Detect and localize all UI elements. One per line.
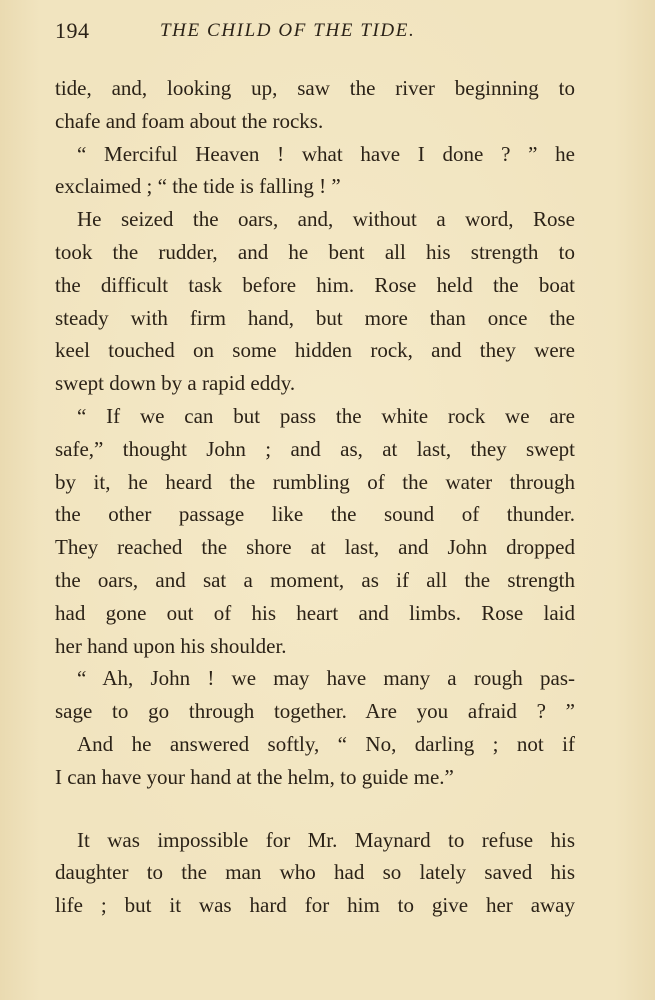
text-line: And he answered softly, “ No, darling ; not if bbox=[77, 731, 575, 756]
text-line: chafe and foam about the rocks. bbox=[55, 108, 324, 133]
text-line: had gone out of his heart and limbs. Rose laid bbox=[55, 600, 575, 625]
text-line: life ; but it was hard for him to give her away bbox=[55, 893, 575, 918]
text-line: swept down by a rapid eddy. bbox=[55, 371, 296, 396]
text-line: keel touched on some hidden rock, and they were bbox=[55, 338, 575, 363]
text-line: tide, and, looking up, saw the river beginning to bbox=[55, 76, 575, 100]
running-title: THE CHILD OF THE TIDE. bbox=[160, 20, 416, 41]
text-line: daughter to the man who had so lately saved his bbox=[55, 860, 575, 885]
section-break bbox=[55, 794, 575, 824]
text-line: He seized the oars, and, without a word, Rose bbox=[77, 207, 575, 232]
text-line: the other passage like the sound of thunder. bbox=[55, 502, 575, 527]
text-line: sage to go through together. Are you afraid ? ” bbox=[55, 699, 575, 724]
text-line: safe,” thought John ; and as, at last, they swept bbox=[55, 436, 575, 461]
text-line: exclaimed ; “ the tide is falling ! ” bbox=[55, 174, 341, 199]
text-line: the difficult task before him. Rose held the boat bbox=[55, 272, 575, 297]
text-line: took the rudder, and he bent all his strength to bbox=[55, 239, 575, 264]
text-line: “ If we can but pass the white rock we are bbox=[77, 403, 575, 428]
text-line: They reached the shore at last, and John dropped bbox=[55, 535, 575, 560]
text-line: by it, he heard the rumbling of the water through bbox=[55, 469, 575, 494]
text-line: steady with firm hand, but more than once the bbox=[55, 305, 575, 330]
text-line: “ Merciful Heaven ! what have I done ? ” he bbox=[77, 141, 575, 166]
text-line: her hand upon his shoulder. bbox=[55, 633, 287, 658]
text-line: It was impossible for Mr. Maynard to refuse his bbox=[77, 827, 575, 852]
page-number: 194 bbox=[55, 18, 90, 43]
text-line: the oars, and sat a moment, as if all the strength bbox=[55, 567, 575, 592]
body-text bbox=[55, 72, 575, 922]
text-line: I can have your hand at the helm, to guide me.” bbox=[55, 764, 454, 789]
running-head bbox=[55, 18, 595, 48]
text-line: “ Ah, John ! we may have many a rough pas- bbox=[77, 666, 575, 691]
